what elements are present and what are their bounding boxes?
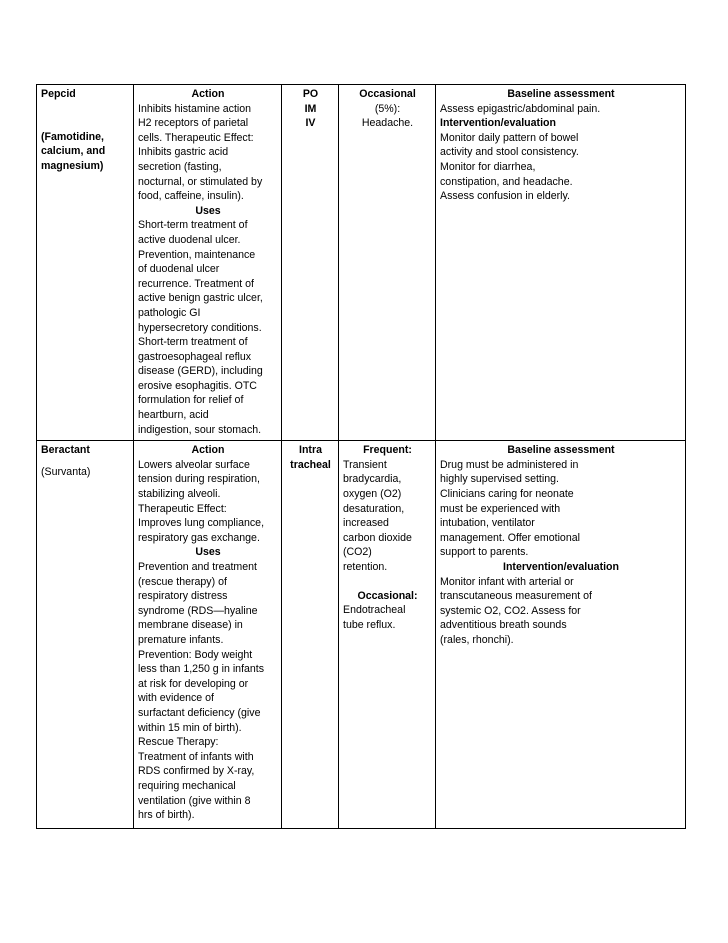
nursing-line: Monitor daily pattern of bowel [440,131,579,144]
effects-heading: Occasional [359,88,416,100]
action-line: cells. Therapeutic Effect: [138,131,254,144]
nursing-line: intubation, ventilator [440,517,535,530]
drug-name-cell [37,441,134,829]
effects-line: Transient [343,458,387,471]
uses-line: active benign gastric ulcer, [138,292,263,305]
nursing-line: highly supervised setting. [440,473,559,486]
uses-line: syndrome (RDS—hyaline [138,604,258,617]
route-line: IV [305,117,316,130]
side-effects-cell [339,441,436,829]
nursing-line: activity and stool consistency. [440,146,579,159]
uses-line: of duodenal ulcer [138,263,220,276]
uses-line: within 15 min of birth). [138,721,242,734]
uses-heading: Uses [195,546,221,559]
route-cell [282,85,339,441]
effects-line: retention. [343,561,388,573]
effects-line: Endotracheal [343,604,406,617]
nursing-line: Monitor infant with arterial or [440,575,574,588]
table-row [37,441,686,829]
nursing-cell [436,85,686,441]
uses-line: Prevention: Body weight [138,648,253,661]
drug-name-cell [37,85,134,441]
baseline-heading: Baseline assessment [507,444,615,457]
uses-line: Treatment of infants with [138,750,254,763]
uses-line: membrane disease) in [138,619,243,632]
nursing-line: constipation, and headache. [440,175,573,188]
nursing-line: Assess confusion in elderly. [440,190,570,203]
uses-line: disease (GERD), including [138,365,263,378]
effects-line: tube reflux. [343,618,396,631]
uses-line: heartburn, acid [138,409,209,422]
route-line: Intra [299,444,322,457]
table-row [37,85,686,441]
generic-name-line: (Famotidine, [41,130,104,143]
uses-line: pathologic GI [138,306,201,319]
effects-line: carbon dioxide [343,531,412,544]
effects-line: (5%): [374,102,401,115]
action-line: Inhibits gastric acid [138,146,229,159]
uses-line: requiring mechanical [138,779,236,792]
uses-line: Short-term treatment of [138,336,248,349]
action-line: respiratory gas exchange. [138,531,260,544]
action-heading: Action [191,444,225,457]
action-line: Inhibits histamine action [138,102,252,115]
generic-name-line: calcium, and [41,145,106,158]
intervention-heading: Intervention/evaluation [440,117,556,130]
nursing-line: systemic O2, CO2. Assess for [440,604,581,617]
side-effects-cell [339,85,436,441]
action-line: nocturnal, or stimulated by [138,175,263,188]
effects-line: Headache. [361,117,414,130]
uses-line: Prevention and treatment [138,561,257,573]
nursing-line: (rales, rhonchi). [440,633,514,646]
action-line: tension during respiration, [138,473,260,486]
baseline-heading: Baseline assessment [507,88,615,100]
uses-line: indigestion, sour stomach. [138,423,262,436]
uses-line: recurrence. Treatment of [138,277,254,290]
uses-line: with evidence of [138,692,214,705]
uses-line: Short-term treatment of [138,219,248,232]
uses-line: premature infants. [138,633,224,646]
action-line: Lowers alveolar surface [138,458,250,471]
effects-line: increased [343,517,389,530]
intervention-heading: Intervention/evaluation [503,561,619,573]
nursing-line: management. Offer emotional [440,531,580,544]
uses-line: hypersecretory conditions. [138,321,262,334]
effects-heading-occasional: Occasional: [357,589,418,602]
uses-line: Rescue Therapy: [138,736,219,749]
effects-line: (CO2) [343,546,372,559]
nursing-line: support to parents. [440,546,529,559]
route-cell [282,441,339,829]
uses-line: Prevention, maintenance [138,248,256,261]
uses-line: active duodenal ulcer. [138,233,241,246]
nursing-line: transcutaneous measurement of [440,590,592,603]
effects-line: oxygen (O2) [343,488,402,501]
action-line: food, caffeine, insulin). [138,190,244,203]
generic-name-line: magnesium) [41,159,104,172]
uses-heading: Uses [195,204,221,217]
effects-line: desaturation, [343,502,405,515]
uses-line: erosive esophagitis. OTC [138,379,257,392]
nursing-cell [436,441,686,829]
effects-heading: Frequent: [363,444,412,457]
action-heading: Action [191,88,225,100]
generic-name-line: (Survanta) [41,465,91,478]
route-line: tracheal [290,458,331,471]
nursing-line: must be experienced with [440,502,561,515]
nursing-line: Assess epigastric/abdominal pain. [440,102,601,115]
uses-line: hrs of birth). [138,809,195,822]
uses-line: gastroesophageal reflux [138,350,252,363]
nursing-line: Drug must be administered in [440,458,579,471]
uses-line: surfactant deficiency (give [138,706,261,719]
action-uses-cell [134,85,282,441]
drug-name: Beractant [41,444,90,457]
uses-line: RDS confirmed by X-ray, [138,765,255,778]
uses-line: less than 1,250 g in infants [138,663,265,676]
uses-line: (rescue therapy) of [138,575,227,588]
drug-table [36,84,686,829]
uses-line: ventilation (give within 8 [138,794,251,807]
action-line: secretion (fasting, [138,160,222,173]
nursing-line: Monitor for diarrhea, [440,160,536,173]
nursing-line: Clinicians caring for neonate [440,488,574,501]
drug-name: Pepcid [41,88,76,100]
uses-line: at risk for developing or [138,677,249,690]
uses-line: formulation for relief of [138,394,244,407]
route-line: IM [304,102,317,115]
uses-line: respiratory distress [138,590,228,603]
route-line: PO [302,88,319,100]
action-line: H2 receptors of parietal [138,117,249,130]
action-line: Therapeutic Effect: [138,502,227,515]
effects-line: bradycardia, [343,473,402,486]
action-uses-cell [134,441,282,829]
action-line: Improves lung compliance, [138,517,265,530]
nursing-line: adventitious breath sounds [440,619,567,632]
action-line: stabilizing alveoli. [138,488,221,501]
